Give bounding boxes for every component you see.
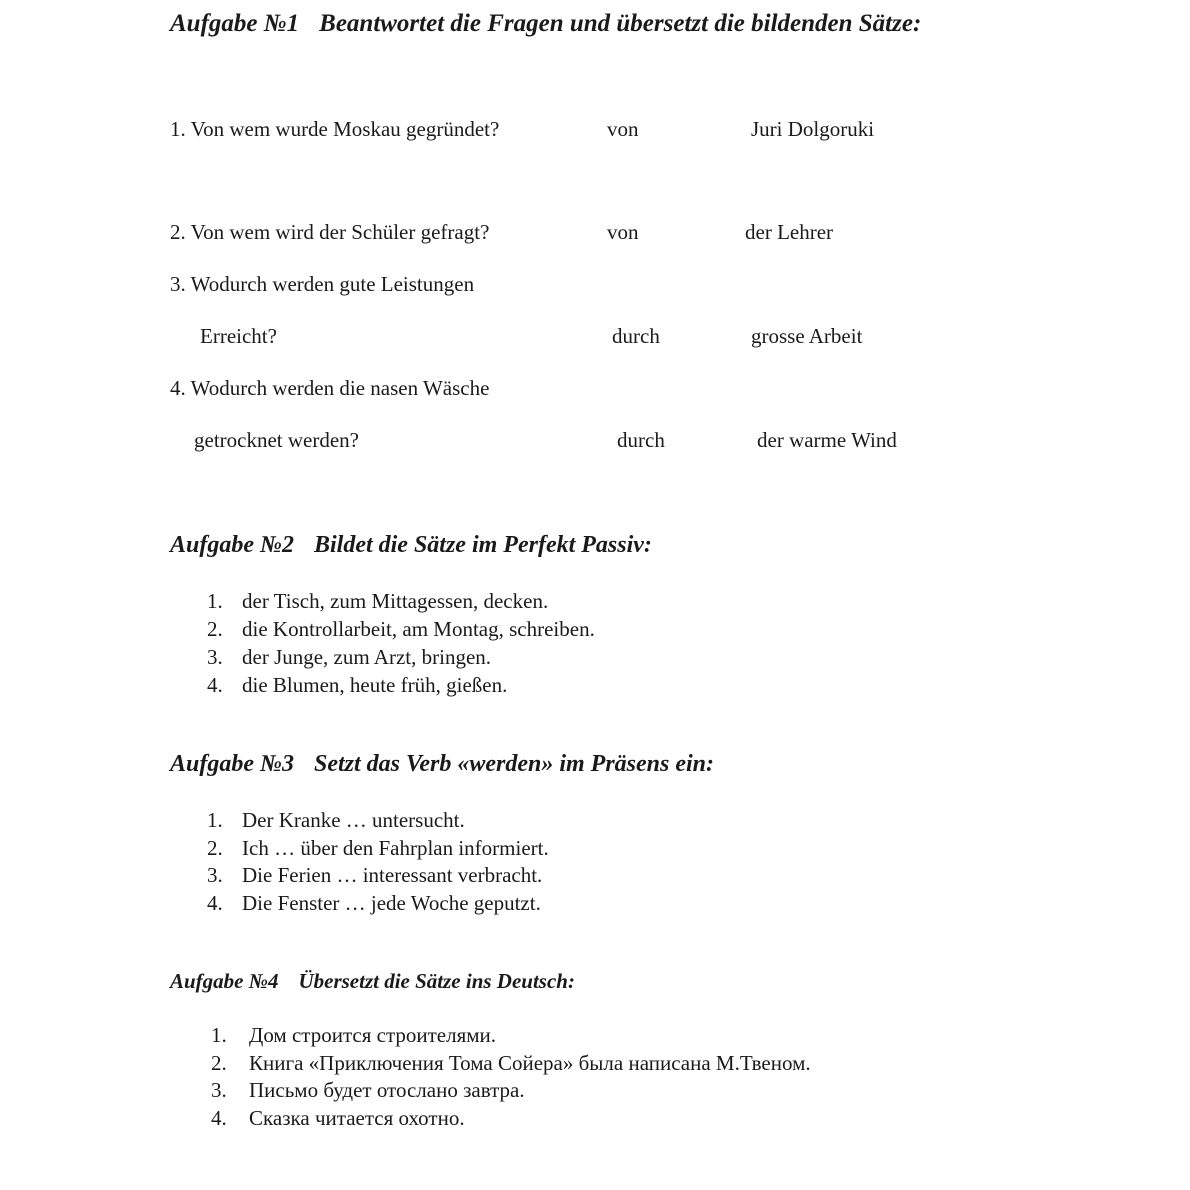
task3-item-4-num: 4. xyxy=(207,891,223,915)
task4-item-4-num: 4. xyxy=(211,1106,227,1130)
task1-question-2: 2. Von wem wird der Schüler gefragt? xyxy=(170,220,490,244)
task2-title: Bildet die Sätze im Perfekt Passiv: xyxy=(313,532,652,558)
task1-answer-2: der Lehrer xyxy=(745,220,834,244)
task1-title: Beantwortet die Fragen und übersetzt die bildenden Sätze: xyxy=(319,10,922,37)
task3-item-2-text: Ich … über den Fahrplan informiert. xyxy=(242,836,549,860)
task2-item-1-num: 1. xyxy=(207,589,223,613)
task3-item-3-text: Die Ferien … interessant verbracht. xyxy=(242,863,543,887)
task3-title: Setzt das Verb «werden» im Präsens ein: xyxy=(313,751,714,777)
task4-item-2-text: Книга «Приключения Тома Сойера» была написана М.Твеном. xyxy=(249,1051,811,1075)
task2-item-4-text: die Blumen, heute früh, gießen. xyxy=(242,673,508,697)
task1-answer-1: Juri Dolgoruki xyxy=(751,117,875,141)
task4-number: Aufgabe №4 xyxy=(170,969,279,993)
task1-prep-2: von xyxy=(607,220,639,244)
task2-heading xyxy=(170,532,652,559)
task3-item-4-text: Die Fenster … jede Woche geputzt. xyxy=(242,891,541,915)
task3-item-3-num: 3. xyxy=(207,863,223,887)
task1-prep-3: durch xyxy=(612,324,660,348)
task4-item-1-text: Дом строится строителями. xyxy=(249,1023,497,1047)
task1-answer-4: der warme Wind xyxy=(757,428,897,452)
task4-heading xyxy=(170,969,575,994)
task3-number: Aufgabe №3 xyxy=(170,751,294,777)
task3-heading xyxy=(170,751,714,778)
task4-item-4-text: Сказка читается охотно. xyxy=(249,1106,465,1130)
task1-question-1: 1. Von wem wurde Moskau gegründet? xyxy=(170,117,500,141)
task3-item-1-num: 1. xyxy=(207,808,223,832)
task2-item-2-num: 2. xyxy=(207,617,223,641)
task2-item-4-num: 4. xyxy=(207,673,223,697)
task3-item-1-text: Der Kranke … untersucht. xyxy=(242,808,465,832)
task2-item-3-num: 3. xyxy=(207,645,223,669)
task1-prep-4: durch xyxy=(617,428,665,452)
task1-heading xyxy=(170,10,921,38)
task1-question-3: 3. Wodurch werden gute Leistungen xyxy=(170,272,475,296)
task2-item-1-text: der Tisch, zum Mittagessen, decken. xyxy=(242,589,549,613)
task3-item-2-num: 2. xyxy=(207,836,223,860)
task2-number: Aufgabe №2 xyxy=(170,532,294,558)
task1-prep-1: von xyxy=(607,117,639,141)
task2-item-3-text: der Junge, zum Arzt, bringen. xyxy=(242,645,492,669)
task1-number: Aufgabe №1 xyxy=(170,10,300,37)
task4-item-3-text: Письмо будет отослано завтра. xyxy=(249,1078,525,1102)
task1-question-4: 4. Wodurch werden die nasen Wäsche xyxy=(170,376,490,400)
task1-question-4-cont: getrocknet werden? xyxy=(194,428,359,452)
task4-item-1-num: 1. xyxy=(211,1023,227,1047)
task1-question-3-cont: Erreicht? xyxy=(200,324,277,348)
task4-item-2-num: 2. xyxy=(211,1051,227,1075)
task1-answer-3: grosse Arbeit xyxy=(751,324,863,348)
task4-title: Übersetzt die Sätze ins Deutsch: xyxy=(298,969,575,993)
task4-item-3-num: 3. xyxy=(211,1078,227,1102)
task2-item-2-text: die Kontrollarbeit, am Montag, schreiben. xyxy=(242,617,595,641)
